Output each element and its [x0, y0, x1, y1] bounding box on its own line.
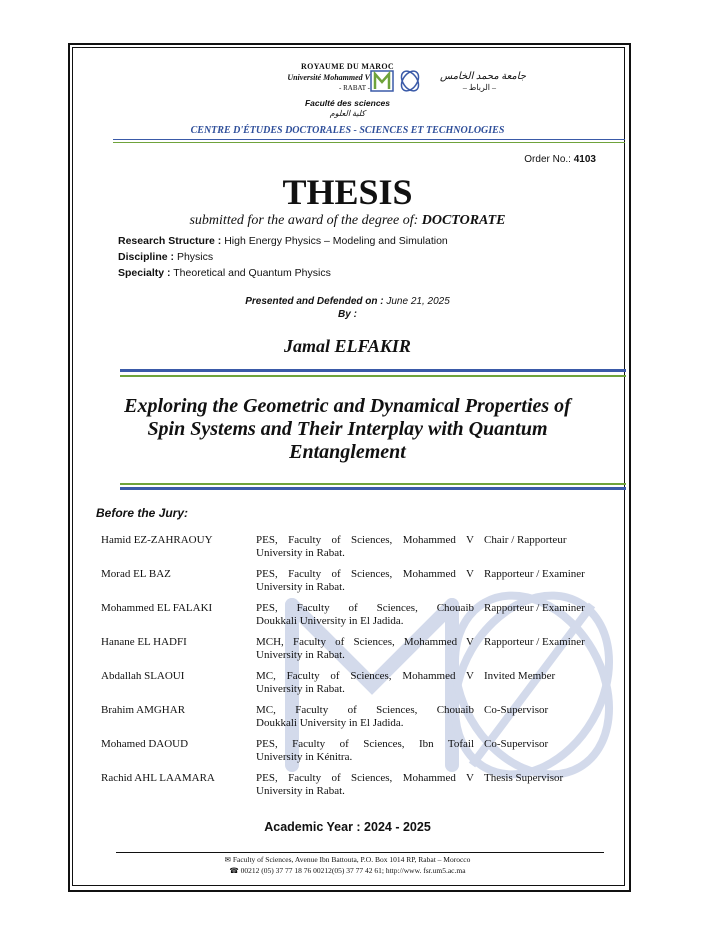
defended-label: Presented and Defended on :: [245, 296, 384, 307]
phone-icon: ☎: [229, 866, 239, 875]
title-rule-bottom-blue: [120, 487, 626, 490]
defense-date-line: [72, 296, 623, 307]
affiliation-line-2: University in Rabat.: [256, 649, 345, 661]
jury-member-role: Rapporteur / Examiner: [484, 568, 585, 580]
faculty-name: Faculté des sciences: [304, 98, 391, 108]
jury-member-name: Hanane EL HADFI: [101, 636, 187, 648]
submitted-text: submitted for the award of the degree of:: [189, 213, 419, 228]
thesis-title: THESIS: [282, 172, 413, 212]
jury-member-affiliation: [256, 534, 474, 560]
affiliation-line-1: PES, Faculty of Sciences, Mohammed V: [256, 534, 474, 546]
order-number: [460, 154, 596, 165]
thesis-details: [118, 233, 618, 281]
affiliation-line-1: MC, Faculty of Sciences, Mohammed V: [256, 670, 474, 682]
header-rule-blue: [113, 139, 625, 140]
affiliation-line-2: University in Rabat.: [256, 785, 345, 797]
jury-member-affiliation: [256, 670, 474, 696]
affiliation-line-1: PES, Faculty of Sciences, Ibn Tofail: [256, 738, 474, 750]
jury-member-affiliation: [256, 738, 474, 764]
affiliation-line-2: University in Rabat.: [256, 581, 345, 593]
university-logo-icon: [370, 69, 424, 93]
affiliation-line-1: PES, Faculty of Sciences, Chouaib: [256, 602, 474, 614]
jury-member-affiliation: [256, 636, 474, 662]
jury-member-name: Mohamed DAOUD: [101, 738, 189, 750]
by-label: By :: [338, 309, 357, 320]
affiliation-line-1: PES, Faculty of Sciences, Mohammed V: [256, 568, 474, 580]
jury-member-name: Morad EL BAZ: [101, 568, 171, 580]
jury-member-role: Invited Member: [484, 670, 556, 682]
affiliation-line-1: MCH, Faculty of Sciences, Mohammed V: [256, 636, 474, 648]
university-name: Université Mohammed V: [287, 73, 370, 82]
degree-line: [72, 213, 623, 229]
header-rule-green: [113, 142, 625, 143]
jury-member-role: Co-Supervisor: [484, 738, 549, 750]
footer-contact-line: [72, 866, 623, 875]
centre-name: CENTRE D'ÉTUDES DOCTORALES - SCIENCES ET TECHNOLOGIES: [190, 125, 505, 136]
academic-year: Academic Year : 2024 - 2025: [264, 820, 431, 834]
university-city-arabic: – الرباط –: [462, 83, 496, 92]
jury-member-name: Mohammed EL FALAKI: [101, 602, 213, 614]
jury-member-affiliation: [256, 568, 474, 594]
affiliation-line-2: University in Kénitra.: [256, 751, 353, 763]
jury-member-role: Thesis Supervisor: [484, 772, 564, 784]
footer-rule: [116, 852, 604, 853]
jury-member-name: Rachid AHL LAAMARA: [101, 772, 215, 784]
footer-contact: 00212 (05) 37 77 18 76 00212(05) 37 77 42 61; http://www. fsr.um5.ac.ma: [240, 866, 466, 875]
jury-member-name: Hamid EZ-ZAHRAOUY: [101, 534, 213, 546]
jury-member-role: Co-Supervisor: [484, 704, 549, 716]
university-city: - RABAT -: [339, 84, 370, 92]
jury-member-role: Chair / Rapporteur: [484, 534, 567, 546]
specialty-line: Specialty : Theoretical and Quantum Physics: [118, 267, 331, 279]
order-label: Order No.:: [524, 154, 571, 165]
author-name: Jamal ELFAKIR: [284, 336, 411, 356]
title-rule-top-green: [120, 375, 626, 377]
footer-address-line: [72, 855, 623, 864]
jury-member-affiliation: [256, 772, 474, 798]
title-rule-top-blue: [120, 369, 626, 372]
order-value: 4103: [573, 154, 596, 165]
faculty-name-arabic: كلية العلوم: [329, 109, 366, 118]
defended-date: June 21, 2025: [386, 296, 450, 307]
affiliation-line-2: University in Rabat.: [256, 683, 345, 695]
affiliation-line-1: MC, Faculty of Sciences, Chouaib: [256, 704, 474, 716]
affiliation-line-1: PES, Faculty of Sciences, Mohammed V: [256, 772, 474, 784]
university-name-arabic: جامعة محمد الخامس: [439, 71, 526, 82]
jury-member-name: Abdallah SLAOUI: [101, 670, 185, 682]
jury-member-role: Rapporteur / Examiner: [484, 636, 585, 648]
jury-heading: Before the Jury:: [96, 506, 189, 520]
affiliation-line-2: University in Rabat.: [256, 547, 345, 559]
kingdom-label: ROYAUME DU MAROC: [301, 62, 394, 71]
title-rule-bottom-green: [120, 483, 626, 485]
work-title: Exploring the Geometric and Dynamical Properties of Spin Systems and Their Interplay with Quantum Entanglement: [124, 395, 571, 463]
affiliation-line-2: Doukkali University in El Jadida.: [256, 615, 404, 627]
jury-member-affiliation: [256, 602, 474, 628]
footer-address: Faculty of Sciences, Avenue Ibn Battouta, P.O. Box 1014 RP, Rabat – Morocco: [232, 855, 471, 864]
jury-member-affiliation: [256, 704, 474, 730]
degree-value: DOCTORATE: [421, 213, 506, 228]
jury-member-name: Brahim AMGHAR: [101, 704, 186, 716]
affiliation-line-2: Doukkali University in El Jadida.: [256, 717, 404, 729]
envelope-icon: ✉: [224, 855, 231, 864]
research-structure-line: Research Structure : High Energy Physics – Modeling and Simulation: [118, 235, 448, 247]
discipline-line: Discipline : Physics: [118, 251, 214, 263]
jury-member-role: Rapporteur / Examiner: [484, 602, 585, 614]
